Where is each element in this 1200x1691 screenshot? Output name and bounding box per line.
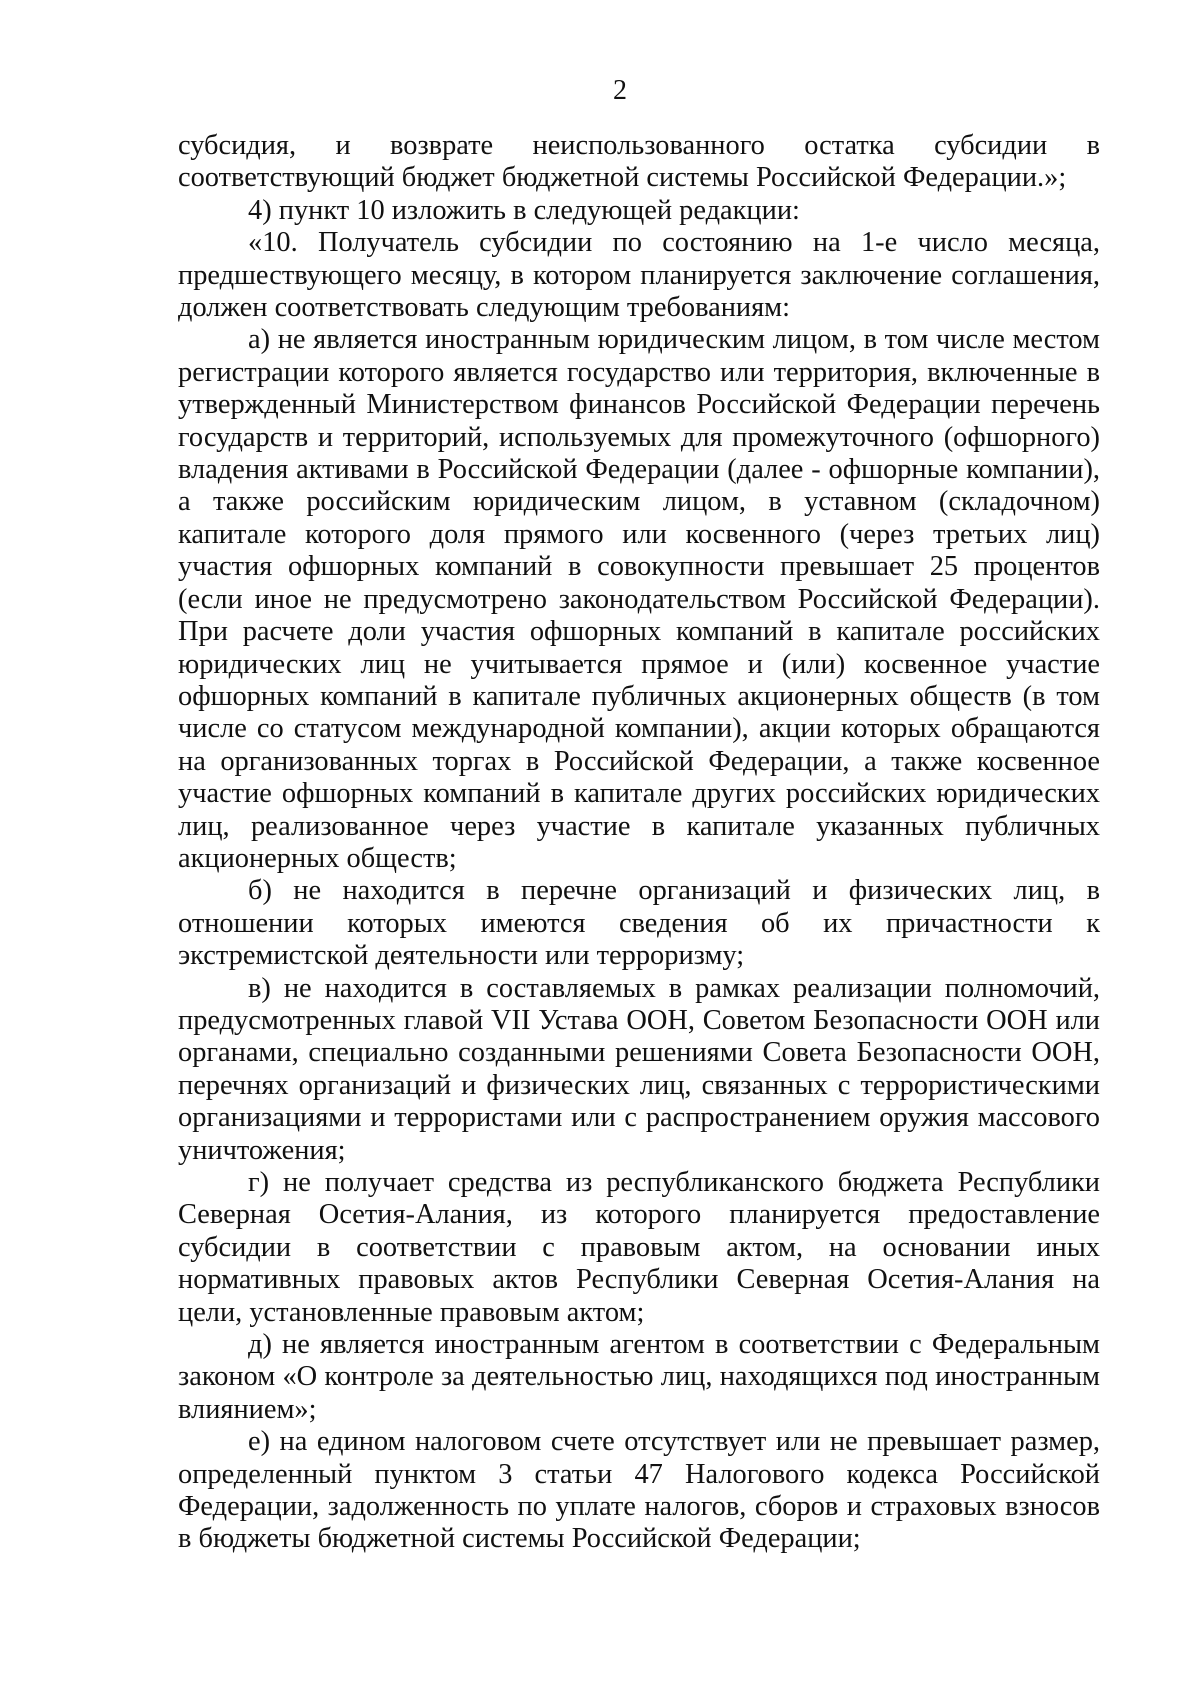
paragraph: субсидия, и возврате неиспользованного остатка субсидии в соответствующий бюджет бюджетной системы Российской Федерации.»; (178, 130, 1100, 194)
page-number: 2 (613, 75, 627, 106)
paragraph: г) не получает средства из республиканского бюджета Республики Северная Осетия-Алания, из которого планируется предоставление субсидии в соответствии с правовым актом, на основании иных нормативных правовых актов Республики Северная Осетия-Алания на цели, установленные правовым актом; (178, 1167, 1100, 1328)
paragraph: «10. Получатель субсидии по состоянию на 1-е число месяца, предшествующего месяцу, в котором планируется заключение соглашения, должен соответствовать следующим требованиям: (178, 227, 1100, 324)
document-body (178, 130, 1100, 1556)
paragraph: а) не является иностранным юридическим лицом, в том числе местом регистрации которого является государство или территория, включенные в утвержденный Министерством финансов Российской Федерации перечень государств и территорий, используемых для промежуточного (офшорного) владения активами в Российской Федерации (далее - офшорные компании), а также российским юридическим лицом, в уставном (складочном) капитале которого доля прямого или косвенного (через третьих лиц) участия офшорных компаний в совокупности превышает 25 процентов (если иное не предусмотрено законодательством Российской Федерации). При расчете доли участия офшорных компаний в капитале российских юридических лиц не учитывается прямое и (или) косвенное участие офшорных компаний в капитале публичных акционерных обществ (в том числе со статусом международной компании), акции которых обращаются на организованных торгах в Российской Федерации, а также косвенное участие офшорных компаний в капитале других российских юридических лиц, реализованное через участие в капитале указанных публичных акционерных обществ; (178, 324, 1100, 874)
paragraph: е) на едином налоговом счете отсутствует или не превышает размер, определенный пунктом 3 статьи 47 Налогового кодекса Российской Федерации, задолженность по уплате налогов, сборов и страховых взносов в бюджеты бюджетной системы Российской Федерации; (178, 1426, 1100, 1555)
paragraph: д) не является иностранным агентом в соответствии с Федеральным законом «О контроле за деятельностью лиц, находящихся под иностранным влиянием»; (178, 1329, 1100, 1425)
paragraph: в) не находится в составляемых в рамках реализации полномочий, предусмотренных главой VII Устава ООН, Советом Безопасности ООН или органами, специально созданными решениями Совета Безопасности ООН, перечнях организаций и физических лиц, связанных с террористическими организациями и террористами или с распространением оружия массового уничтожения; (178, 972, 1100, 1166)
paragraph: 4) пункт 10 изложить в следующей редакции: (248, 194, 800, 226)
paragraph: б) не находится в перечне организаций и физических лиц, в отношении которых имеются сведения об их причастности к экстремистской деятельности или терроризму; (178, 875, 1100, 972)
